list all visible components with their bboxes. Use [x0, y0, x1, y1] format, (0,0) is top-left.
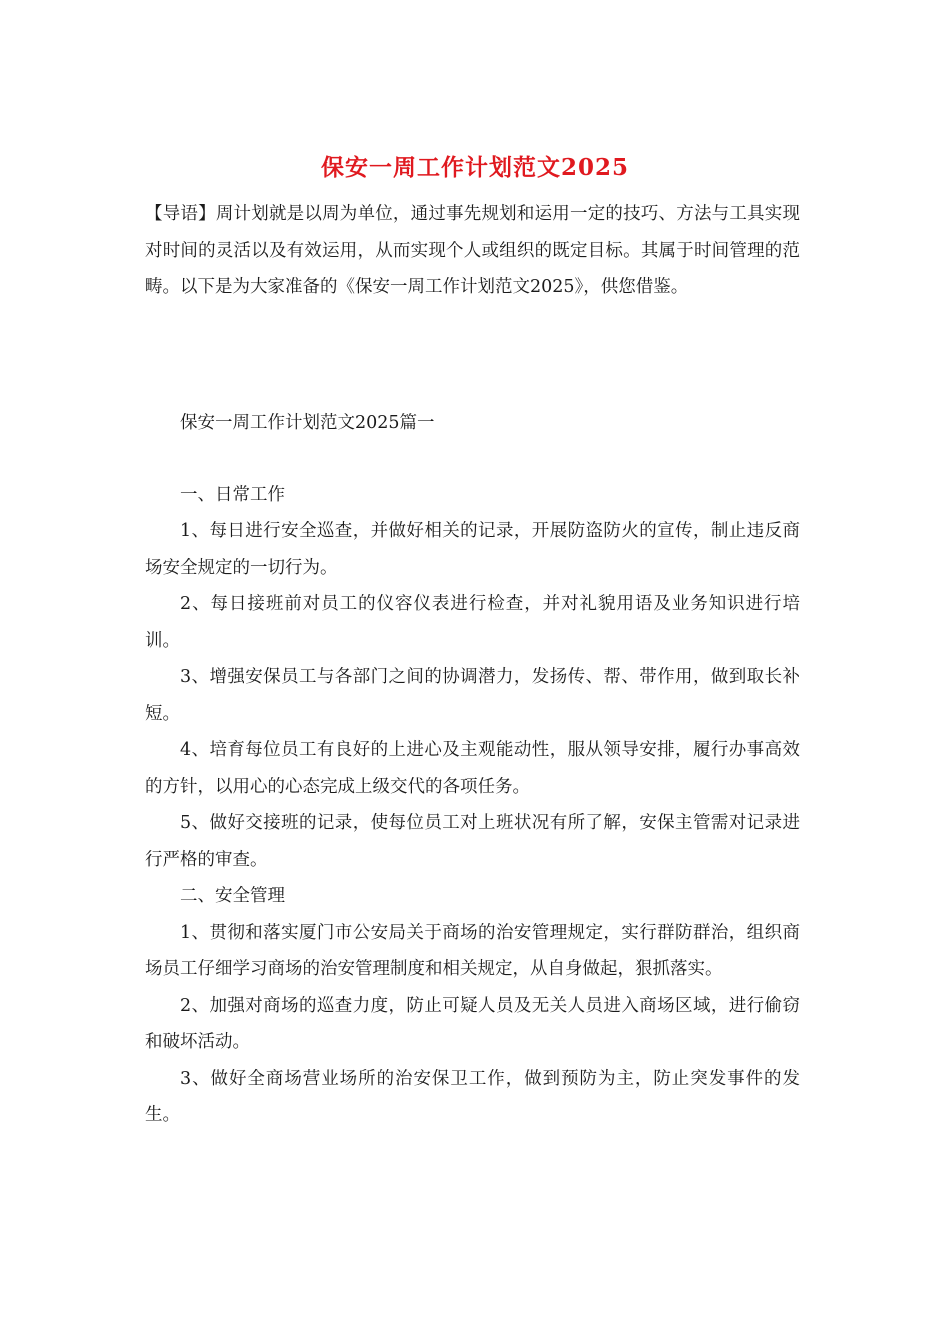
part1-item-2: 2、每日接班前对员工的仪容仪表进行检查，并对礼貌用语及业务知识进行培训。: [145, 594, 800, 651]
section-title: 保安一周工作计划范文2025篇一: [180, 413, 435, 433]
intro-block: [145, 196, 800, 306]
part1-item-1: 1、每日进行安全巡查，并做好相关的记录，开展防盗防火的宣传，制止违反商场安全规定的一切行为。: [145, 521, 800, 578]
part2-item-2: 2、加强对商场的巡查力度，防止可疑人员及无关人员进入商场区域，进行偷窃和破坏活动。: [145, 995, 800, 1052]
part1-item-3: 3、增强安保员工与各部门之间的协调潜力，发扬传、帮、带作用，做到取长补短。: [145, 667, 800, 724]
part2-item-3: 3、做好全商场营业场所的治安保卫工作，做到预防为主，防止突发事件的发生。: [145, 1068, 800, 1125]
body-section: [145, 405, 800, 1134]
part2-heading: 二、安全管理: [180, 886, 285, 906]
part2-item-1: 1、贯彻和落实厦门市公安局关于商场的治安管理规定，实行群防群治，组织商场员工仔细学习商场的治安管理制度和相关规定，从自身做起，狠抓落实。: [145, 922, 800, 979]
part1-item-5: 5、做好交接班的记录，使每位员工对上班状况有所了解，安保主管需对记录进行严格的审查。: [145, 813, 800, 870]
intro-paragraph: 【导语】周计划就是以周为单位，通过事先规划和运用一定的技巧、方法与工具实现对时间的灵活以及有效运用，从而实现个人或组织的既定目标。其属于时间管理的范畴。以下是为大家准备的《保安一周工作计划范文2025》，供您借鉴。: [145, 204, 800, 297]
part1-item-4: 4、培育每位员工有良好的上进心及主观能动性，服从领导安排，履行办事高效的方针，以用心的心态完成上级交代的各项任务。: [145, 740, 800, 797]
part1-heading: 一、日常工作: [180, 484, 285, 505]
document-title: 保安一周工作计划范文2025: [320, 154, 629, 181]
